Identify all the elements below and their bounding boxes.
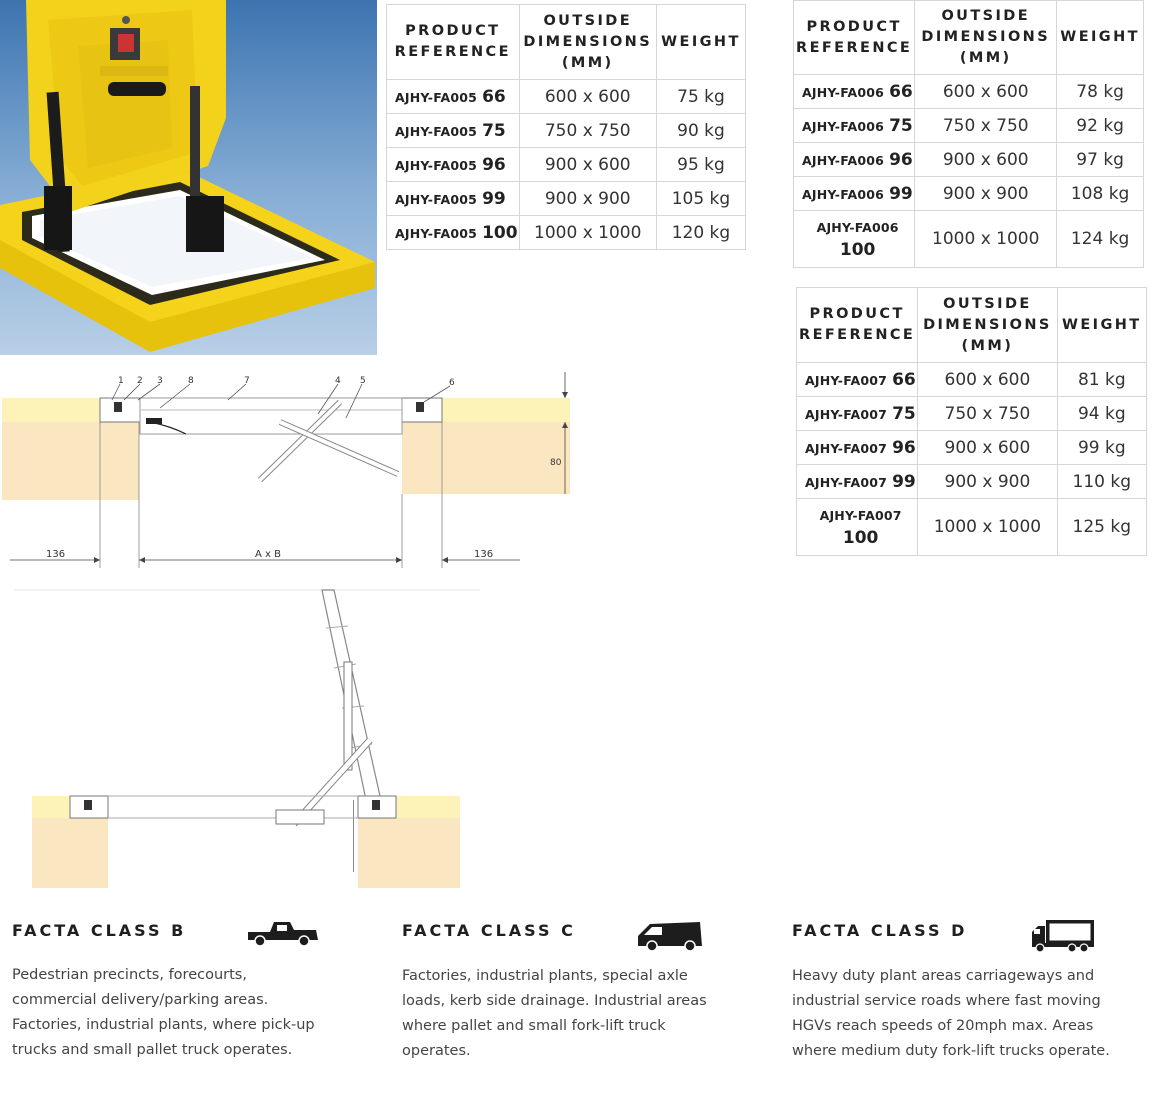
product-size: 99 [482,188,506,209]
header-weight: WEIGHT [1057,1,1144,75]
lorry-icon [1030,918,1096,954]
header-outside-dimensions: OUTSIDE DIMENSIONS (MM) [519,5,656,80]
product-size: 75 [482,120,506,141]
weight-cell: 90 kg [656,114,745,148]
pickup-truck-icon [246,918,320,946]
weight-cell: 108 kg [1057,177,1144,211]
weight-cell: 124 kg [1057,211,1144,268]
weight-cell: 120 kg [656,216,745,250]
product-size: 100 [839,240,876,260]
class-c-description: Factories, industrial plants, special axle loads, kerb side drainage. Industrial areas where pallet and small fork-lift truck operates. [402,968,707,1059]
table-row [797,397,1147,431]
dimensions-cell: 600 x 600 [915,75,1057,109]
callout-3: 3 [157,376,163,386]
product-code: AJHY-FA007 [805,474,888,490]
dimensions-cell: 1000 x 1000 [519,216,656,250]
header-weight: WEIGHT [656,5,745,80]
van-icon [636,918,704,952]
dimensions-cell: 900 x 600 [915,143,1057,177]
table-row [794,143,1144,177]
dimensions-cell: 900 x 900 [918,465,1057,499]
weight-cell: 78 kg [1057,75,1144,109]
callout-2: 2 [137,376,143,386]
weight-cell: 75 kg [656,80,745,114]
product-code: AJHY-FA005 [395,157,478,173]
class-d-description: Heavy duty plant areas carriageways and industrial service roads where fast moving HGVs reach speeds of 20mph max. Areas where medium duty fork-lift trucks operate. [792,968,1110,1059]
table-row [794,211,1144,268]
spec-table-fa006 [793,0,1144,268]
dimensions-cell: 900 x 900 [915,177,1057,211]
product-code: AJHY-FA007 [805,440,888,456]
product-photo [0,0,377,355]
callout-4: 4 [335,376,341,386]
dimensions-cell: 750 x 750 [519,114,656,148]
open-section-diagram [30,588,470,890]
weight-cell: 92 kg [1057,109,1144,143]
spec-table-fa007 [796,287,1147,556]
table-row [387,80,746,114]
product-size: 96 [482,154,506,175]
class-b-description: Pedestrian precincts, forecourts, commercial delivery/parking areas. Factories, industrial plants, where pick-up trucks and small pallet truck operates. [12,967,315,1058]
weight-cell: 97 kg [1057,143,1144,177]
product-size: 75 [892,403,916,424]
callout-7: 7 [244,376,250,386]
header-product-reference: PRODUCT REFERENCE [794,1,915,75]
weight-cell: 125 kg [1057,499,1146,556]
right-dimension: 136 [474,549,494,560]
dimensions-cell: 900 x 600 [918,431,1057,465]
weight-cell: 99 kg [1057,431,1146,465]
product-size: 96 [889,149,913,170]
dimensions-cell: 1000 x 1000 [918,499,1057,556]
product-size: 100 [482,222,518,243]
class-b-title: FACTA CLASS B [12,921,187,940]
product-code: AJHY-FA007 [805,406,888,422]
table-row [794,75,1144,109]
table-row [794,109,1144,143]
weight-cell: 81 kg [1057,363,1146,397]
table-row [797,431,1147,465]
weight-cell: 95 kg [656,148,745,182]
weight-cell: 110 kg [1057,465,1146,499]
product-code: AJHY-FA007 [819,508,902,523]
spec-table-fa005 [386,4,746,250]
left-dimension: 136 [46,549,66,560]
header-product-reference: PRODUCT REFERENCE [387,5,520,80]
product-code: AJHY-FA006 [816,220,899,235]
product-code: AJHY-FA006 [802,118,885,134]
dimensions-cell: 600 x 600 [918,363,1057,397]
header-weight: WEIGHT [1057,288,1146,363]
product-size: 99 [892,471,916,492]
callout-8: 8 [188,376,194,386]
product-code: AJHY-FA005 [395,123,478,139]
dimensions-cell: 600 x 600 [519,80,656,114]
closed-section-diagram [0,362,580,594]
dimensions-cell: 900 x 900 [519,182,656,216]
product-code: AJHY-FA005 [395,225,478,241]
table-row [797,465,1147,499]
product-size: 66 [892,369,916,390]
header-outside-dimensions: OUTSIDE DIMENSIONS (MM) [918,288,1057,363]
product-code: AJHY-FA005 [395,89,478,105]
class-d-title: FACTA CLASS D [792,921,968,940]
product-size: 66 [482,86,506,107]
weight-cell: 105 kg [656,182,745,216]
product-code: AJHY-FA005 [395,191,478,207]
product-code: AJHY-FA006 [802,186,885,202]
product-size: 96 [892,437,916,458]
dimensions-cell: 750 x 750 [918,397,1057,431]
weight-cell: 94 kg [1057,397,1146,431]
dimensions-cell: 750 x 750 [915,109,1057,143]
callout-5: 5 [360,376,366,386]
dimensions-cell: 900 x 600 [519,148,656,182]
table-row [387,114,746,148]
header-product-reference: PRODUCT REFERENCE [797,288,918,363]
product-code: AJHY-FA006 [802,84,885,100]
product-size: 100 [842,528,879,548]
center-dimension: A x B [255,549,281,560]
depth-dimension: 80 [550,458,562,468]
table-row [387,148,746,182]
product-size: 75 [889,115,913,136]
callout-6: 6 [449,378,455,388]
table-row [794,177,1144,211]
table-row [387,216,746,250]
dimensions-cell: 1000 x 1000 [915,211,1057,268]
product-size: 99 [889,183,913,204]
table-row [387,182,746,216]
table-row [797,499,1147,556]
header-outside-dimensions: OUTSIDE DIMENSIONS (MM) [915,1,1057,75]
table-row [797,363,1147,397]
product-code: AJHY-FA007 [805,372,888,388]
class-c-title: FACTA CLASS C [402,921,576,940]
callout-1: 1 [118,376,124,386]
product-size: 66 [889,81,913,102]
product-code: AJHY-FA006 [802,152,885,168]
